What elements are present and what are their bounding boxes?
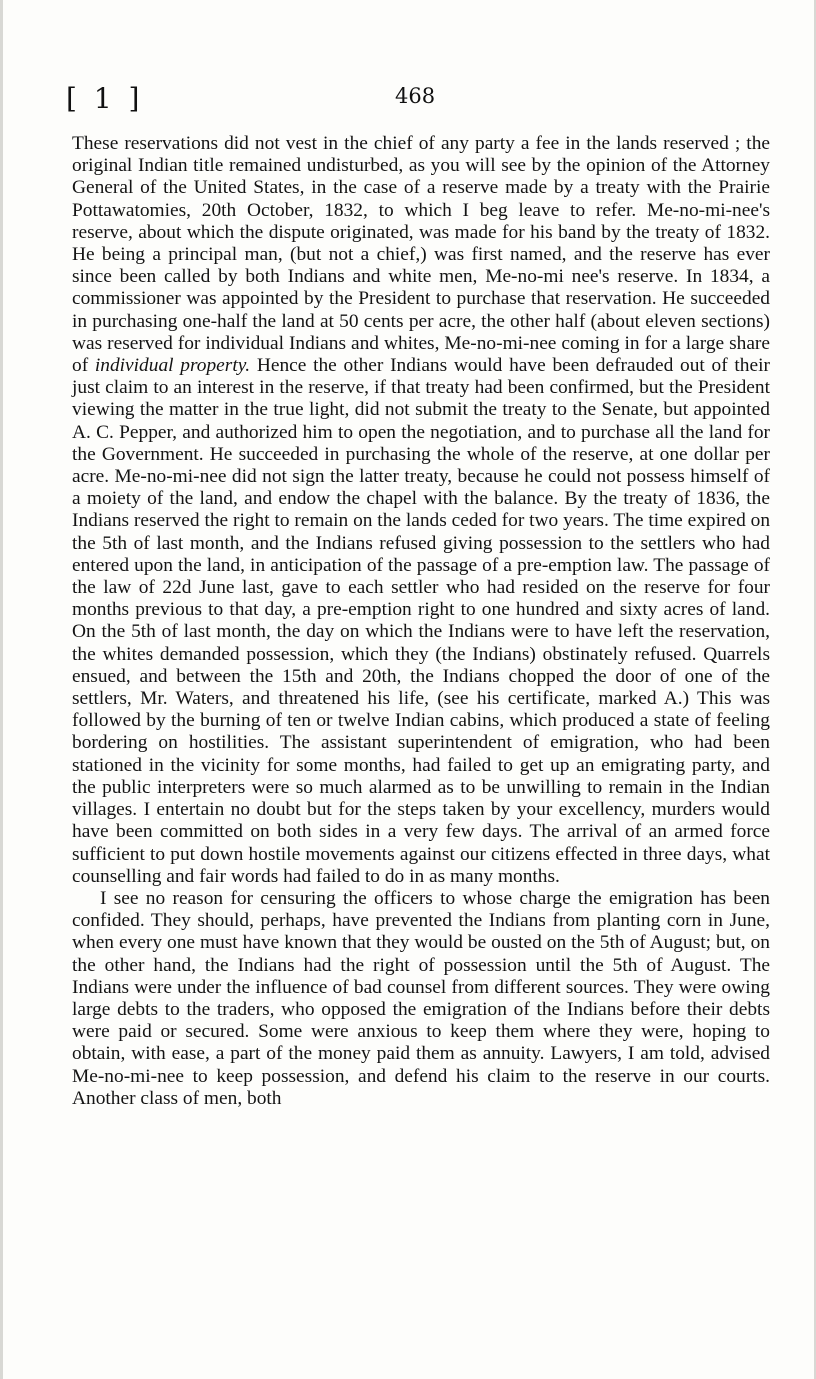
body-text	[72, 133, 770, 1110]
page-header	[66, 82, 766, 122]
document-marker: [ 1 ]	[66, 82, 144, 115]
paragraph-1-text-after: Hence the other Indians would have been defrauded out of their just claim to an interest in the reserve, if that treaty had been confirmed, but the President viewing the matter in the true light, did not submit the treaty to the Senate, but appointed A. C. Pepper, and authorized him to open the negotiation, and to purchase all the land for the Government. He succeeded in purchasing the whole of the reserve, at one dollar per acre. Me-no-mi-nee did not sign the latter treaty, because he could not possess himself of a moiety of the land, and endow the chapel with the balance. By the treaty of 1836, the Indians reserved the right to remain on the lands ceded for two years. The time expired on the 5th of last month, and the Indians refused giving possession to the settlers who had entered upon the land, in anticipation of the passage of a pre-emption law. The passage of the law of 22d June last, gave to each settler who had resided on the reserve for four months previous to that day, a pre-emption right to one hundred and sixty acres of land. On the 5th of last month, the day on which the Indians were to have left the reservation, the whites demanded possession, which they (the Indians) obstinately refused. Quarrels ensued, and between the 15th and 20th, the Indians chopped the door of one of the settlers, Mr. Waters, and threatened his life, (see his certificate, marked A.) This was followed by the burning of ten or twelve Indian cabins, which produced a state of feeling bordering on hostilities. The assistant superintendent of emigration, who had been stationed in the vicinity for some months, had failed to get up an emigrating party, and the public interpreters were so much alarmed as to be unwilling to remain in the Indian villages. I entertain no doubt but for the steps taken by your excellency, murders would have been committed on both sides in a very few days. The arrival of an armed force sufficient to put down hostile movements against our citizens effected in three days, what counselling and fair words had failed to do in as many months.	[72, 355, 771, 887]
paragraph-2: I see no reason for censuring the officers to whose charge the emigration has been confided. They should, perhaps, have prevented the Indians from planting corn in June, when every one must have known that they would be ousted on the 5th of August; but, on the other hand, the Indians had the right of possession until the 5th of August. The Indians were under the influence of bad counsel from different sources. They were owing large debts to the traders, who opposed the emigration of the Indians before their debts were paid or secured. Some were anxious to keep them where they were, hoping to obtain, with ease, a part of the money paid them as annuity. Lawyers, I am told, advised Me-no-mi-nee to keep possession, and defend his claim to the reserve in our courts. Another class of men, both	[72, 887, 770, 1109]
paragraph-1	[72, 133, 770, 888]
paragraph-1-emphasis: individual property.	[94, 355, 251, 377]
paragraph-1-text-before: These reservations did not vest in the chief of any party a fee in the lands reserved ; the original Indian title remained undisturbed, as you will see by the opinion of the Attorney General of the United States, in the case of a reserve made by a treaty with the Prairie Pottawatomies, 20th October, 1832, to which I beg leave to refer. Me-no-mi-nee's reserve, about which the dispute originated, was made for his band by the treaty of 1832. He being a principal man, (but not a chief,) was first named, and the reserve has ever since been called by both Indians and white men, Me-no-mi nee's reserve. In 1834, a commissioner was appointed by the President to purchase that reservation. He succeeded in purchasing one-half the land at 50 cents per acre, the other half (about eleven sections) was reserved for individual Indians and whites, Me-no-mi-nee coming in for a large share of	[72, 133, 770, 377]
page-number: 468	[395, 84, 436, 108]
page-left-edge	[0, 0, 3, 1379]
